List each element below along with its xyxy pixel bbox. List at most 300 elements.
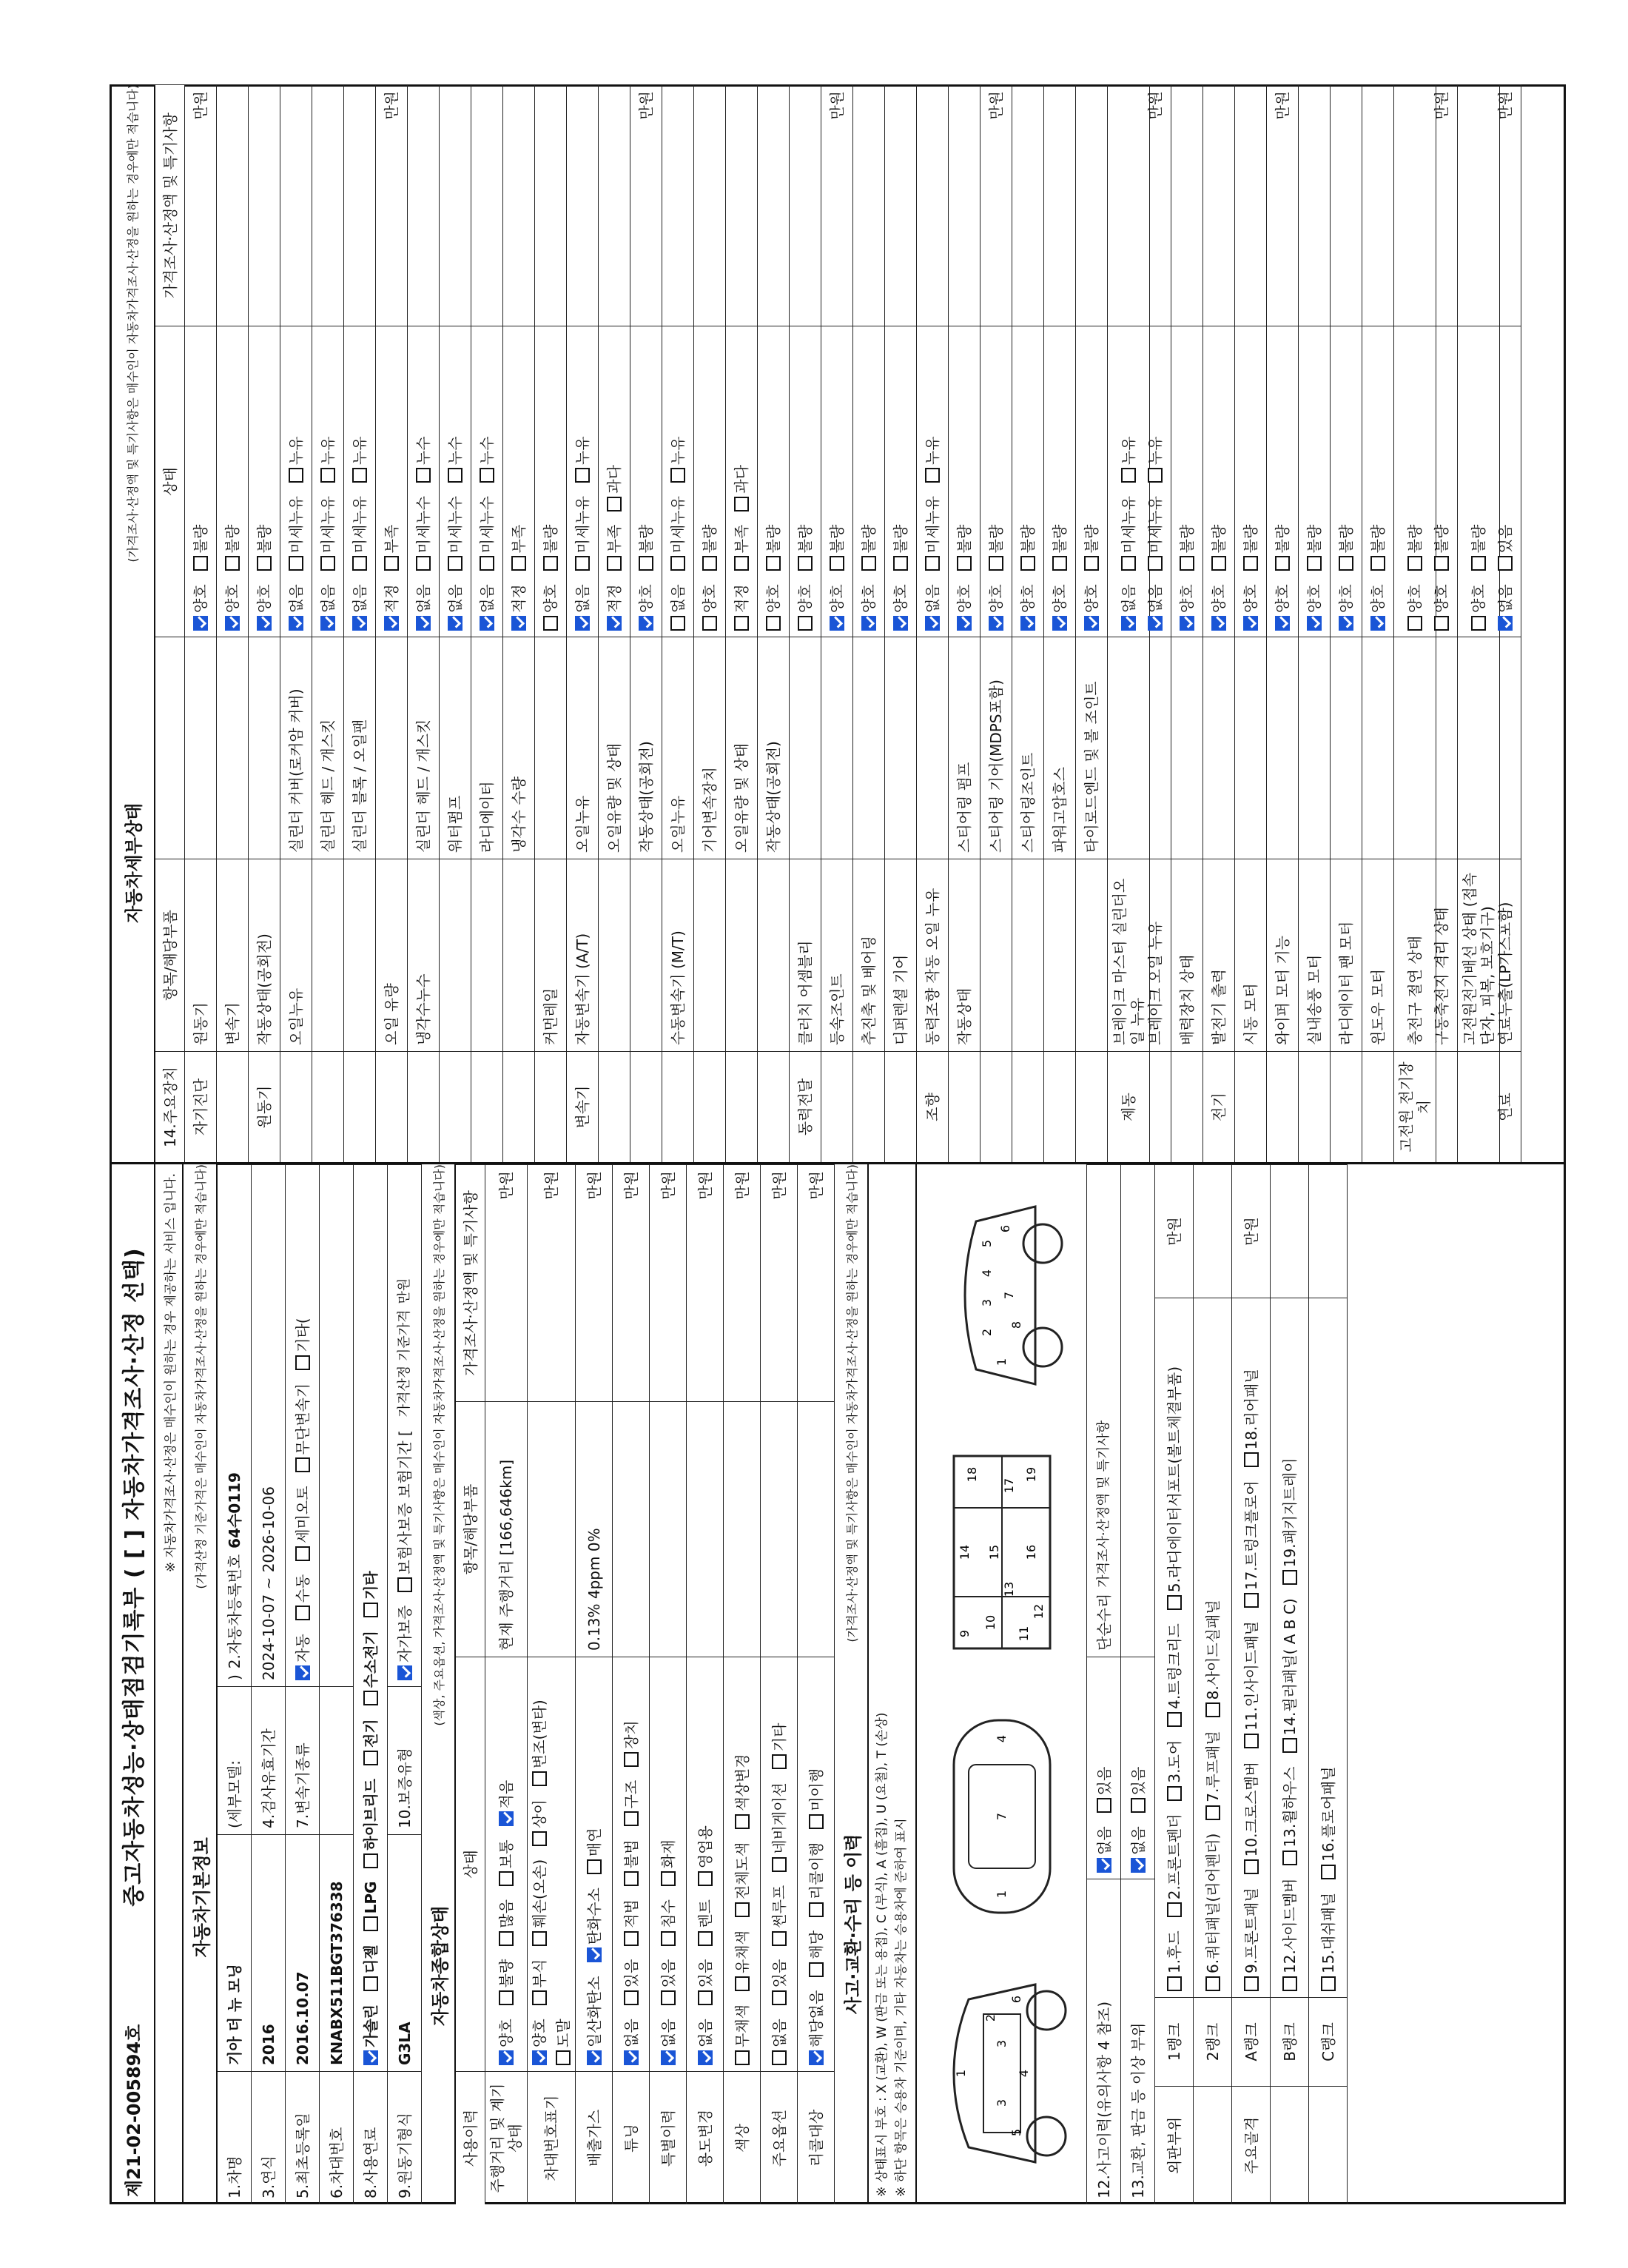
- detail-option[interactable]: [414, 496, 432, 571]
- state-option[interactable]: [733, 1930, 751, 1991]
- checkbox[interactable]: [661, 1990, 676, 2005]
- checkbox[interactable]: [1097, 1798, 1111, 1813]
- checkbox[interactable]: [830, 616, 844, 631]
- state-option[interactable]: [807, 1930, 825, 1977]
- detail-option[interactable]: [1120, 436, 1137, 483]
- detail-option[interactable]: [637, 525, 655, 571]
- state-option[interactable]: [531, 1859, 548, 1946]
- detail-option[interactable]: [542, 525, 559, 571]
- detail-option[interactable]: [255, 584, 273, 631]
- checkbox[interactable]: [480, 468, 494, 483]
- checkbox[interactable]: [363, 1603, 378, 1617]
- detail-option[interactable]: [574, 496, 591, 571]
- state-option[interactable]: [554, 2019, 572, 2065]
- detail-option[interactable]: [542, 584, 559, 631]
- detail-option[interactable]: [319, 584, 337, 631]
- part-option[interactable]: [1242, 1480, 1260, 1608]
- accident-option[interactable]: [1129, 1826, 1147, 1873]
- detail-option[interactable]: [574, 436, 591, 483]
- detail-option[interactable]: [478, 436, 496, 483]
- state-option[interactable]: [770, 1723, 788, 1770]
- checkbox[interactable]: [1205, 1976, 1220, 1991]
- detail-option[interactable]: [510, 525, 528, 571]
- detail-option[interactable]: [510, 584, 528, 631]
- detail-option[interactable]: [1433, 525, 1450, 571]
- checkbox[interactable]: [893, 616, 908, 631]
- checkbox[interactable]: [661, 1931, 676, 1946]
- checkbox[interactable]: [624, 1931, 639, 1946]
- checkbox[interactable]: [809, 1814, 824, 1829]
- detail-option[interactable]: [1019, 525, 1037, 571]
- detail-option[interactable]: [1470, 525, 1487, 571]
- checkbox[interactable]: [772, 2050, 787, 2065]
- detail-option[interactable]: [987, 584, 1005, 631]
- checkbox[interactable]: [1097, 1858, 1111, 1873]
- basic-option[interactable]: [294, 1318, 312, 1369]
- detail-option[interactable]: [192, 525, 209, 571]
- checkbox[interactable]: [1498, 616, 1513, 631]
- checkbox[interactable]: [499, 1990, 514, 2005]
- state-option[interactable]: [531, 2019, 548, 2065]
- detail-option[interactable]: [828, 584, 846, 631]
- checkbox[interactable]: [772, 1857, 787, 1872]
- detail-option[interactable]: [1178, 525, 1196, 571]
- detail-option[interactable]: [1369, 584, 1387, 631]
- state-option[interactable]: [622, 2019, 640, 2065]
- checkbox[interactable]: [1020, 556, 1035, 571]
- detail-option[interactable]: [764, 584, 782, 631]
- checkbox[interactable]: [1148, 616, 1163, 631]
- detail-option[interactable]: [1496, 525, 1514, 571]
- detail-option[interactable]: [319, 436, 337, 483]
- detail-option[interactable]: [287, 584, 305, 631]
- part-option[interactable]: [1319, 1893, 1337, 1991]
- detail-option[interactable]: [1305, 525, 1323, 571]
- checkbox[interactable]: [670, 468, 685, 483]
- checkbox[interactable]: [893, 556, 908, 571]
- state-option[interactable]: [770, 1885, 788, 1946]
- state-option[interactable]: [659, 1959, 677, 2006]
- checkbox[interactable]: [384, 556, 399, 571]
- checkbox[interactable]: [587, 2050, 602, 2065]
- detail-option[interactable]: [701, 525, 719, 571]
- checkbox[interactable]: [772, 1931, 787, 1946]
- detail-option[interactable]: [1406, 525, 1424, 571]
- checkbox[interactable]: [1084, 556, 1099, 571]
- state-option[interactable]: [659, 2019, 677, 2065]
- part-option[interactable]: [1204, 1833, 1222, 1991]
- state-option[interactable]: [585, 1828, 603, 1874]
- checkbox[interactable]: [363, 1976, 378, 1991]
- part-option[interactable]: [1242, 1621, 1260, 1748]
- detail-option[interactable]: [287, 436, 305, 483]
- checkbox[interactable]: [1121, 556, 1136, 571]
- detail-option[interactable]: [1210, 525, 1228, 571]
- detail-option[interactable]: [637, 584, 655, 631]
- checkbox[interactable]: [1243, 556, 1258, 571]
- checkbox[interactable]: [416, 616, 431, 631]
- checkbox[interactable]: [532, 1990, 547, 2005]
- fuel-option[interactable]: [362, 1779, 380, 1868]
- checkbox[interactable]: [772, 1754, 787, 1769]
- checkbox[interactable]: [1244, 1976, 1259, 1991]
- checkbox[interactable]: [499, 1811, 514, 1826]
- state-option[interactable]: [531, 1959, 548, 2006]
- checkbox[interactable]: [556, 2050, 571, 2065]
- detail-option[interactable]: [1083, 584, 1100, 631]
- checkbox[interactable]: [1211, 616, 1226, 631]
- state-option[interactable]: [696, 1959, 714, 2006]
- detail-option[interactable]: [1337, 584, 1355, 631]
- checkbox[interactable]: [1052, 556, 1067, 571]
- checkbox[interactable]: [1434, 616, 1449, 631]
- checkbox[interactable]: [532, 1931, 547, 1946]
- checkbox[interactable]: [735, 1814, 750, 1829]
- checkbox[interactable]: [624, 1811, 639, 1826]
- detail-option[interactable]: [701, 584, 719, 631]
- state-option[interactable]: [807, 1990, 825, 2065]
- checkbox[interactable]: [766, 616, 781, 631]
- checkbox[interactable]: [289, 468, 303, 483]
- basic-option[interactable]: [396, 1430, 414, 1591]
- detail-option[interactable]: [924, 584, 941, 631]
- state-option[interactable]: [622, 1720, 640, 1767]
- checkbox[interactable]: [416, 556, 431, 571]
- checkbox[interactable]: [1370, 556, 1385, 571]
- basic-option[interactable]: [294, 1486, 312, 1560]
- state-option[interactable]: [770, 1782, 788, 1872]
- checkbox[interactable]: [532, 1771, 547, 1786]
- part-option[interactable]: [1242, 1762, 1260, 1874]
- basic-option[interactable]: [294, 1383, 312, 1473]
- part-option[interactable]: [1281, 1766, 1299, 1865]
- checkbox[interactable]: [1407, 616, 1422, 631]
- checkbox[interactable]: [543, 616, 558, 631]
- checkbox[interactable]: [698, 1871, 713, 1886]
- checkbox[interactable]: [1321, 1976, 1336, 1991]
- checkbox[interactable]: [830, 556, 844, 571]
- detail-option[interactable]: [1305, 584, 1323, 631]
- detail-option[interactable]: [1120, 584, 1137, 631]
- checkbox[interactable]: [925, 468, 940, 483]
- detail-option[interactable]: [733, 525, 750, 571]
- detail-option[interactable]: [351, 436, 369, 483]
- checkbox[interactable]: [225, 616, 240, 631]
- checkbox[interactable]: [499, 2050, 514, 2065]
- checkbox[interactable]: [735, 1902, 750, 1917]
- checkbox[interactable]: [295, 1606, 310, 1620]
- detail-option[interactable]: [1274, 525, 1291, 571]
- checkbox[interactable]: [1282, 1851, 1297, 1865]
- part-option[interactable]: [1242, 1369, 1260, 1467]
- checkbox[interactable]: [702, 556, 717, 571]
- checkbox[interactable]: [397, 1577, 412, 1592]
- checkbox[interactable]: [1131, 1858, 1146, 1873]
- accident-option[interactable]: [1129, 1767, 1147, 1814]
- checkbox[interactable]: [661, 1871, 676, 1886]
- checkbox[interactable]: [1167, 1786, 1182, 1801]
- checkbox[interactable]: [511, 616, 526, 631]
- checkbox[interactable]: [1471, 556, 1486, 571]
- checkbox[interactable]: [1275, 556, 1290, 571]
- checkbox[interactable]: [1244, 1452, 1259, 1467]
- checkbox[interactable]: [957, 616, 972, 631]
- checkbox[interactable]: [624, 1990, 639, 2005]
- checkbox[interactable]: [1321, 1865, 1336, 1879]
- accident-option[interactable]: [1095, 1767, 1113, 1814]
- checkbox[interactable]: [661, 2050, 676, 2065]
- checkbox[interactable]: [1307, 616, 1322, 631]
- checkbox[interactable]: [1244, 1859, 1259, 1874]
- checkbox[interactable]: [363, 1853, 378, 1868]
- checkbox[interactable]: [766, 556, 781, 571]
- part-option[interactable]: [1281, 1458, 1299, 1586]
- checkbox[interactable]: [1148, 468, 1163, 483]
- detail-option[interactable]: [1470, 584, 1487, 631]
- checkbox[interactable]: [193, 556, 208, 571]
- checkbox[interactable]: [639, 556, 653, 571]
- detail-option[interactable]: [1242, 525, 1259, 571]
- checkbox[interactable]: [575, 556, 590, 571]
- checkbox[interactable]: [352, 556, 367, 571]
- detail-option[interactable]: [414, 584, 432, 631]
- checkbox[interactable]: [384, 616, 399, 631]
- detail-option[interactable]: [860, 525, 878, 571]
- checkbox[interactable]: [772, 1990, 787, 2005]
- detail-option[interactable]: [383, 525, 400, 571]
- detail-option[interactable]: [669, 496, 687, 571]
- checkbox[interactable]: [1121, 468, 1136, 483]
- detail-option[interactable]: [446, 584, 464, 631]
- part-option[interactable]: [1204, 1731, 1222, 1819]
- detail-option[interactable]: [955, 584, 973, 631]
- checkbox[interactable]: [1339, 616, 1353, 631]
- detail-option[interactable]: [1406, 584, 1424, 631]
- part-option[interactable]: [1166, 1740, 1183, 1801]
- detail-option[interactable]: [764, 525, 782, 571]
- checkbox[interactable]: [257, 556, 272, 571]
- checkbox[interactable]: [1205, 1805, 1220, 1820]
- checkbox[interactable]: [1282, 1570, 1297, 1585]
- checkbox[interactable]: [480, 556, 494, 571]
- detail-option[interactable]: [351, 584, 369, 631]
- part-option[interactable]: [1242, 1888, 1260, 1991]
- detail-option[interactable]: [733, 584, 750, 631]
- detail-option[interactable]: [351, 496, 369, 571]
- detail-option[interactable]: [796, 525, 814, 571]
- checkbox[interactable]: [1167, 1976, 1182, 1991]
- detail-option[interactable]: [383, 584, 400, 631]
- checkbox[interactable]: [1243, 616, 1258, 631]
- detail-option[interactable]: [924, 496, 941, 571]
- checkbox[interactable]: [575, 468, 590, 483]
- part-option[interactable]: [1281, 1879, 1299, 1991]
- checkbox[interactable]: [480, 616, 494, 631]
- fuel-option[interactable]: [362, 1631, 380, 1705]
- mileage-option[interactable]: [497, 1899, 515, 1946]
- checkbox[interactable]: [1434, 556, 1449, 571]
- state-option[interactable]: [497, 1959, 515, 2006]
- detail-option[interactable]: [1337, 525, 1355, 571]
- checkbox[interactable]: [1471, 616, 1486, 631]
- checkbox[interactable]: [295, 1546, 310, 1561]
- checkbox[interactable]: [320, 616, 335, 631]
- state-option[interactable]: [659, 1839, 677, 1886]
- checkbox[interactable]: [957, 556, 972, 571]
- checkbox[interactable]: [499, 1931, 514, 1946]
- checkbox[interactable]: [289, 556, 303, 571]
- checkbox[interactable]: [861, 556, 876, 571]
- fuel-option[interactable]: [362, 1945, 380, 1991]
- state-option[interactable]: [696, 1825, 714, 1886]
- checkbox[interactable]: [295, 1457, 310, 1472]
- detail-option[interactable]: [192, 584, 209, 631]
- checkbox[interactable]: [809, 1962, 824, 1977]
- detail-option[interactable]: [1083, 525, 1100, 571]
- detail-option[interactable]: [223, 584, 241, 631]
- checkbox[interactable]: [624, 1871, 639, 1886]
- checkbox[interactable]: [352, 616, 367, 631]
- checkbox[interactable]: [702, 616, 717, 631]
- state-option[interactable]: [696, 1899, 714, 1946]
- checkbox[interactable]: [448, 556, 462, 571]
- part-option[interactable]: [1281, 1598, 1299, 1753]
- detail-option[interactable]: [223, 525, 241, 571]
- checkbox[interactable]: [925, 556, 940, 571]
- detail-option[interactable]: [1274, 584, 1291, 631]
- basic-option[interactable]: [294, 1574, 312, 1621]
- state-option[interactable]: [531, 1700, 548, 1786]
- checkbox[interactable]: [607, 497, 622, 511]
- detail-option[interactable]: [605, 525, 623, 571]
- checkbox[interactable]: [1020, 616, 1035, 631]
- state-option[interactable]: [585, 1976, 603, 2065]
- checkbox[interactable]: [734, 616, 749, 631]
- detail-option[interactable]: [669, 584, 687, 631]
- checkbox[interactable]: [670, 616, 685, 631]
- part-option[interactable]: [1166, 1623, 1183, 1727]
- checkbox[interactable]: [587, 1859, 602, 1874]
- checkbox[interactable]: [989, 556, 1003, 571]
- detail-option[interactable]: [1146, 436, 1164, 483]
- detail-option[interactable]: [1369, 525, 1387, 571]
- detail-option[interactable]: [574, 584, 591, 631]
- detail-option[interactable]: [1146, 584, 1164, 631]
- checkbox[interactable]: [295, 1665, 310, 1680]
- state-option[interactable]: [497, 2019, 515, 2065]
- checkbox[interactable]: [798, 556, 813, 571]
- detail-option[interactable]: [987, 525, 1005, 571]
- checkbox[interactable]: [363, 2050, 378, 2065]
- checkbox[interactable]: [861, 616, 876, 631]
- fuel-option[interactable]: [362, 1719, 380, 1765]
- state-option[interactable]: [770, 2019, 788, 2065]
- detail-option[interactable]: [1051, 584, 1069, 631]
- checkbox[interactable]: [499, 1871, 514, 1886]
- fuel-option[interactable]: [362, 2004, 380, 2065]
- detail-option[interactable]: [255, 525, 273, 571]
- checkbox[interactable]: [320, 556, 335, 571]
- checkbox[interactable]: [1167, 1712, 1182, 1727]
- part-option[interactable]: [1166, 1366, 1183, 1610]
- checkbox[interactable]: [1407, 556, 1422, 571]
- checkbox[interactable]: [1148, 556, 1163, 571]
- detail-option[interactable]: [414, 436, 432, 483]
- detail-option[interactable]: [1210, 584, 1228, 631]
- checkbox[interactable]: [416, 468, 431, 483]
- checkbox[interactable]: [193, 616, 208, 631]
- checkbox[interactable]: [1282, 1976, 1297, 1991]
- checkbox[interactable]: [698, 1931, 713, 1946]
- state-option[interactable]: [733, 2004, 751, 2065]
- state-option[interactable]: [622, 1959, 640, 2006]
- checkbox[interactable]: [289, 616, 303, 631]
- detail-option[interactable]: [319, 496, 337, 571]
- detail-option[interactable]: [892, 525, 909, 571]
- detail-option[interactable]: [955, 525, 973, 571]
- checkbox[interactable]: [1205, 1702, 1220, 1717]
- mileage-option[interactable]: [497, 1780, 515, 1827]
- basic-option[interactable]: [396, 1606, 414, 1680]
- checkbox[interactable]: [587, 1947, 602, 1962]
- detail-option[interactable]: [733, 465, 750, 511]
- checkbox[interactable]: [448, 616, 462, 631]
- checkbox[interactable]: [1307, 556, 1322, 571]
- part-option[interactable]: [1166, 1814, 1183, 1918]
- checkbox[interactable]: [1167, 1595, 1182, 1610]
- checkbox[interactable]: [1211, 556, 1226, 571]
- checkbox[interactable]: [1180, 556, 1194, 571]
- checkbox[interactable]: [734, 497, 749, 511]
- checkbox[interactable]: [624, 1752, 639, 1767]
- checkbox[interactable]: [925, 616, 940, 631]
- state-option[interactable]: [622, 1899, 640, 1946]
- checkbox[interactable]: [735, 2050, 750, 2065]
- fuel-option[interactable]: [362, 1882, 380, 1932]
- detail-option[interactable]: [605, 465, 623, 511]
- state-option[interactable]: [807, 1768, 825, 1829]
- detail-option[interactable]: [446, 496, 464, 571]
- checkbox[interactable]: [809, 2050, 824, 2065]
- detail-option[interactable]: [924, 436, 941, 483]
- checkbox[interactable]: [448, 468, 462, 483]
- checkbox[interactable]: [1084, 616, 1099, 631]
- checkbox[interactable]: [989, 616, 1003, 631]
- detail-option[interactable]: [1051, 525, 1069, 571]
- state-option[interactable]: [807, 1842, 825, 1917]
- checkbox[interactable]: [363, 1751, 378, 1765]
- detail-option[interactable]: [828, 525, 846, 571]
- mileage-option[interactable]: [497, 1839, 515, 1886]
- detail-option[interactable]: [1433, 584, 1450, 631]
- detail-option[interactable]: [1496, 584, 1514, 631]
- checkbox[interactable]: [1167, 1902, 1182, 1917]
- checkbox[interactable]: [257, 616, 272, 631]
- checkbox[interactable]: [295, 1355, 310, 1370]
- state-option[interactable]: [770, 1959, 788, 2006]
- checkbox[interactable]: [320, 468, 335, 483]
- checkbox[interactable]: [532, 1831, 547, 1846]
- checkbox[interactable]: [1339, 556, 1353, 571]
- state-option[interactable]: [622, 1780, 640, 1827]
- detail-option[interactable]: [796, 584, 814, 631]
- checkbox[interactable]: [1244, 1734, 1259, 1748]
- detail-option[interactable]: [1242, 584, 1259, 631]
- checkbox[interactable]: [639, 616, 653, 631]
- checkbox[interactable]: [363, 1691, 378, 1705]
- state-option[interactable]: [733, 1842, 751, 1917]
- checkbox[interactable]: [511, 556, 526, 571]
